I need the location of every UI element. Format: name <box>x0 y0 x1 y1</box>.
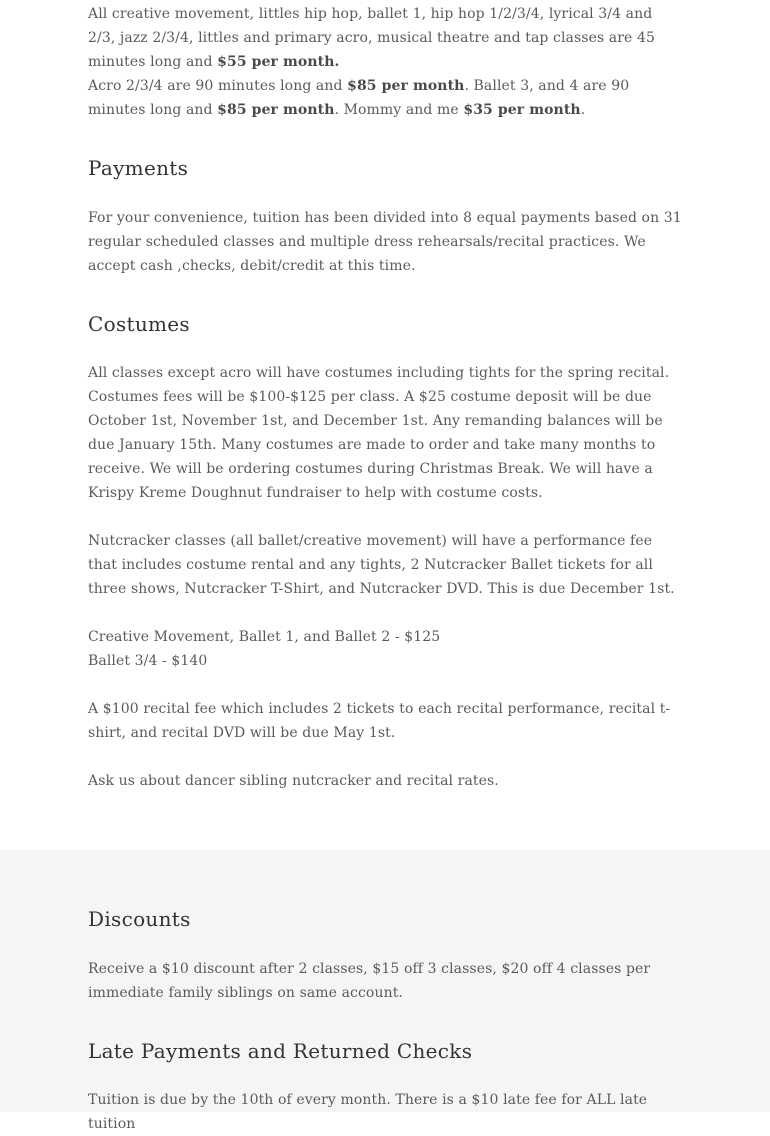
discounts-section <box>0 850 770 1132</box>
costumes-paragraph-1: All classes except acro will have costumes including tights for the spring recital. Costumes fees will be $100-$125 per class. A $25 costume deposit will be due October 1st, November 1st, and December 1st. Any remanding balances will be due January 15th. Many costumes are made to order and take many months to receive. We will be ordering costumes during Christmas Break. We will have a Krispy Kreme Doughnut fundraiser to help with costume costs. <box>88 365 670 501</box>
costumes-paragraph-2: Nutcracker classes (all ballet/creative movement) will have a performance fee that includes costume rental and any tights, 2 Nutcracker Ballet tickets for all three shows, Nutcracker T-Shirt, and Nutcracker DVD. This is due December 1st. <box>88 533 675 597</box>
recital-fee-paragraph: A $100 recital fee which includes 2 tickets to each recital performance, recital t-shirt, and recital DVD will be due May 1st. <box>88 701 671 741</box>
intro-price-1: $55 per month. <box>217 54 340 70</box>
costume-fee-line-2: Ballet 3/4 - $140 <box>88 653 208 669</box>
costumes-block-3 <box>88 697 684 745</box>
costume-fee-line-1: Creative Movement, Ballet 1, and Ballet 2 - $125 <box>88 629 441 645</box>
discounts-paragraph: Receive a $10 discount after 2 classes, $15 off 3 classes, $20 off 4 classes per immediate family siblings on same account. <box>88 961 651 1001</box>
costumes-block-4 <box>88 769 684 793</box>
sibling-rates-paragraph: Ask us about dancer sibling nutcracker and recital rates. <box>88 773 499 789</box>
payments-heading: Payments <box>88 156 189 180</box>
late-payments-block <box>88 1088 684 1136</box>
intro-paragraph-1 <box>88 2 684 74</box>
intro-price-2: $85 per month <box>347 78 465 94</box>
discounts-heading: Discounts <box>88 907 191 931</box>
costumes-heading: Costumes <box>88 312 190 336</box>
intro-text-2c: . Mommy and me <box>334 102 464 118</box>
intro-price-3: $85 per month <box>217 102 335 118</box>
costumes-fees-block <box>88 625 684 673</box>
intro-block <box>88 2 684 122</box>
intro-paragraph-2 <box>88 74 684 122</box>
intro-price-4: $35 per month <box>463 102 581 118</box>
payments-paragraph: For your convenience, tuition has been divided into 8 equal payments based on 31 regular scheduled classes and multiple dress rehearsals/recital practices. We accept cash ,checks, debit/credit at this time. <box>88 210 682 274</box>
intro-text-2b: . Ballet 3, and 4 are 90 minutes long and <box>88 78 630 118</box>
intro-text-2a: Acro 2/3/4 are 90 minutes long and <box>88 78 348 94</box>
discounts-block <box>88 957 684 1005</box>
costumes-block-2 <box>88 529 684 601</box>
costumes-block-1 <box>88 361 684 505</box>
intro-text-1: All creative movement, littles hip hop, ballet 1, hip hop 1/2/3/4, lyrical 3/4 and 2/3, jazz 2/3/4, littles and primary acro, musical theatre and tap classes are 45 minutes long and <box>88 6 655 70</box>
late-payments-heading: Late Payments and Returned Checks <box>88 1039 473 1063</box>
intro-text-2d: . <box>580 102 586 118</box>
payments-block <box>88 206 684 278</box>
late-payments-paragraph: Tuition is due by the 10th of every month. There is a $10 late fee for ALL late tuition <box>88 1092 648 1132</box>
